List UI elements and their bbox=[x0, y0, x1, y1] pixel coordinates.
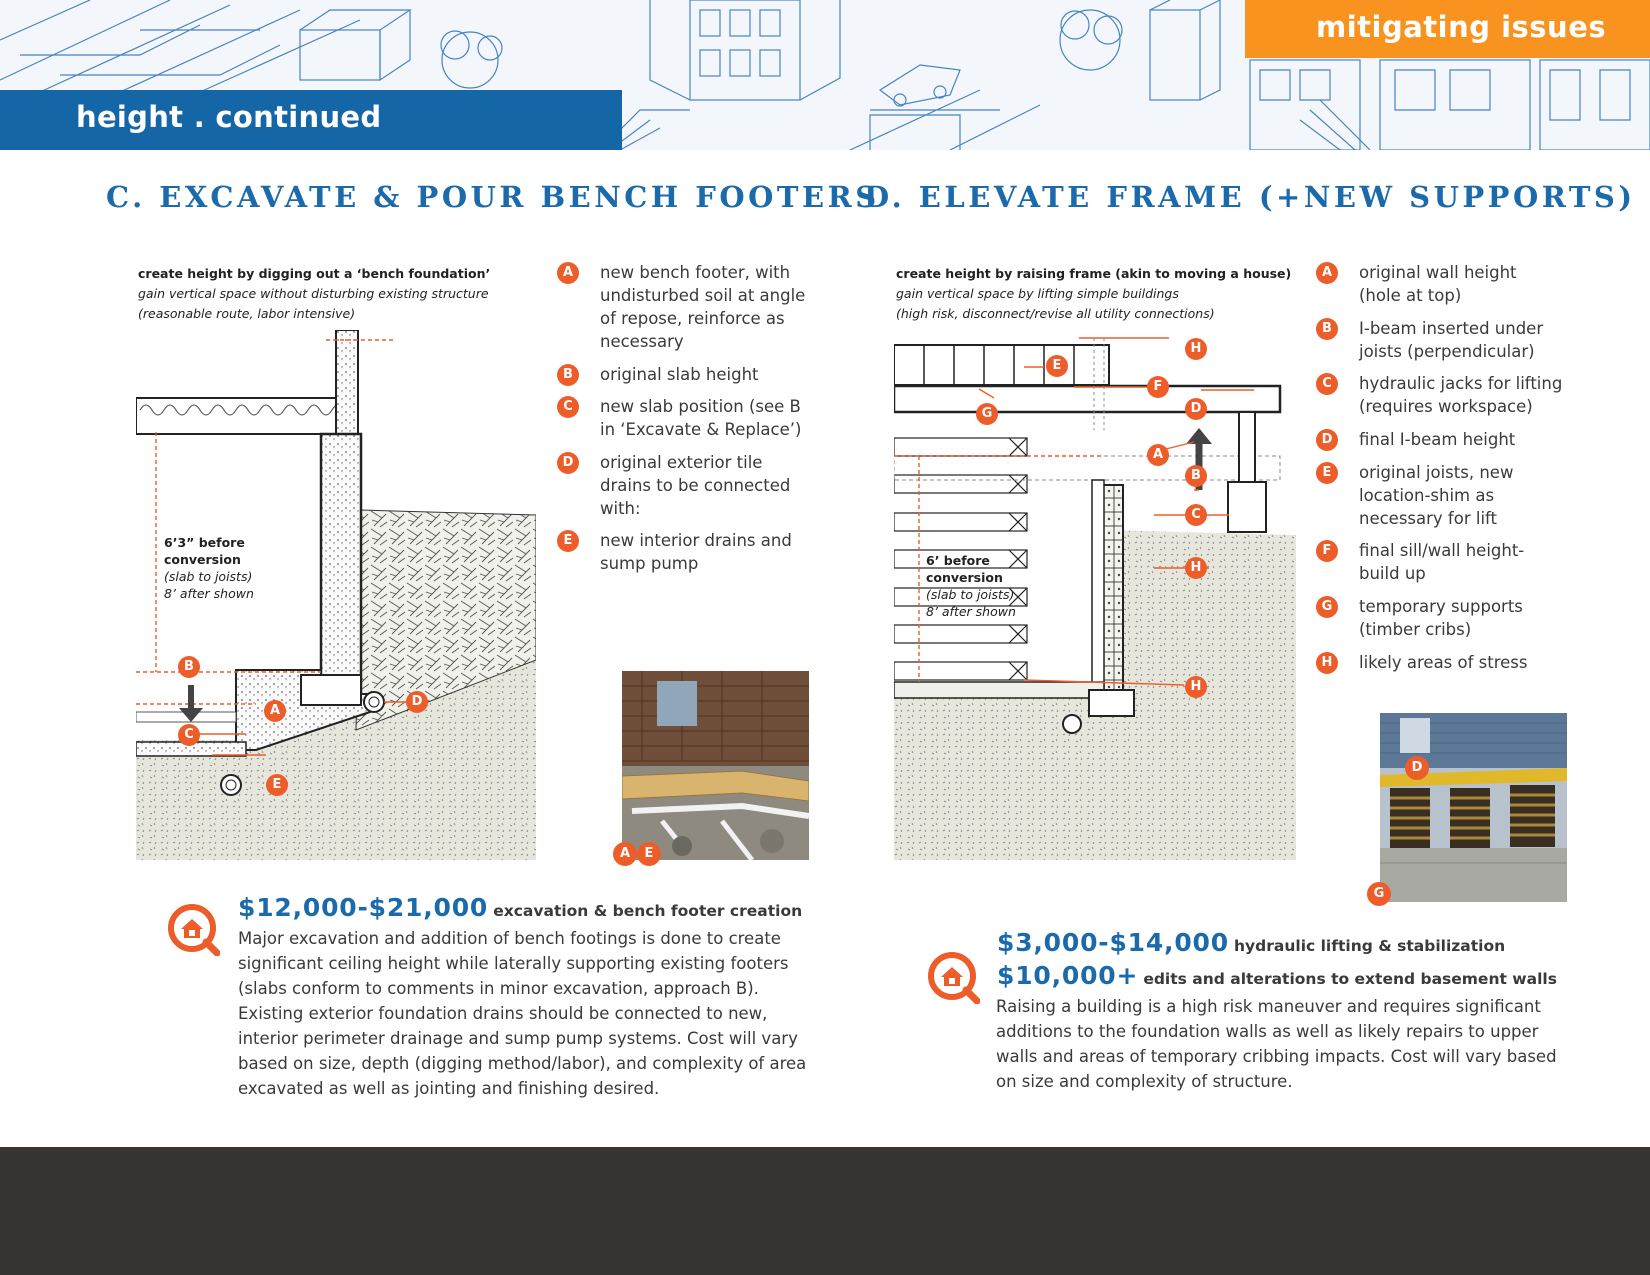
section-c-caption-line3: (reasonable route, labor intensive) bbox=[138, 306, 356, 321]
marker-c: C bbox=[178, 724, 200, 746]
legend-text: final I-beam height bbox=[1359, 430, 1516, 449]
section-d-price-line1 bbox=[997, 928, 1505, 957]
section-c-caption-line2: gain vertical space without disturbing existing structure bbox=[138, 286, 489, 301]
legend-text: new slab position (see B in ‘Excavate & Replace’) bbox=[600, 397, 802, 439]
legend-badge: D bbox=[1316, 429, 1338, 451]
section-d-description: Raising a building is a high risk maneuver and requires significant additions to the foundation walls as well as likely repairs to upper walls and areas of temporary cribbing impacts. Cost will vary based on size and complexity of structure. bbox=[996, 997, 1557, 1091]
house-magnifier-icon bbox=[166, 902, 220, 956]
section-d-caption-line3: (high risk, disconnect/revise all utility connections) bbox=[896, 306, 1215, 321]
marker-d: D bbox=[1185, 398, 1207, 420]
section-d-title: D. ELEVATE FRAME (+NEW SUPPORTS) bbox=[864, 180, 1636, 214]
section-d-price1: $3,000-$14,000 bbox=[997, 928, 1229, 957]
section-c-price: $12,000-$21,000 bbox=[238, 893, 489, 922]
legend-badge: C bbox=[1316, 373, 1338, 395]
section-c-title: C. EXCAVATE & POUR BENCH FOOTERS bbox=[106, 180, 880, 214]
section-c-dimension-note bbox=[164, 534, 274, 602]
section-band bbox=[0, 90, 622, 150]
dim-line3: (slab to joists) bbox=[164, 569, 253, 584]
house-magnifier-icon bbox=[926, 950, 980, 1004]
section-d-caption bbox=[896, 264, 1296, 324]
photo-marker-g: G bbox=[1367, 882, 1391, 906]
section-d-price-line2 bbox=[997, 961, 1557, 990]
legend-text: original exterior tile drains to be connected with: bbox=[600, 453, 791, 518]
chapter-tab-label: mitigating issues bbox=[1316, 10, 1607, 44]
legend-badge: A bbox=[557, 262, 579, 284]
legend-badge: G bbox=[1316, 596, 1338, 618]
legend-badge: C bbox=[557, 396, 579, 418]
legend-badge: E bbox=[1316, 462, 1338, 484]
marker-h-top: H bbox=[1185, 338, 1207, 360]
photo-marker-e: E bbox=[637, 842, 661, 866]
marker-h-mid: H bbox=[1185, 557, 1207, 579]
elevate-frame-diagram bbox=[894, 330, 1296, 860]
marker-g: G bbox=[976, 403, 998, 425]
section-d-dimension-note bbox=[926, 552, 1036, 620]
marker-b: B bbox=[1185, 465, 1207, 487]
photo-marker-a: A bbox=[613, 842, 637, 866]
bench-footer-photo bbox=[622, 671, 809, 860]
legend-text: original wall height (hole at top) bbox=[1359, 263, 1517, 305]
legend-badge: E bbox=[557, 530, 579, 552]
dim-line1: 6’3” before bbox=[164, 535, 245, 550]
marker-e: E bbox=[266, 774, 288, 796]
marker-a: A bbox=[264, 700, 286, 722]
legend-text: original slab height bbox=[600, 365, 759, 384]
legend-badge: B bbox=[1316, 318, 1338, 340]
page-footer-band bbox=[0, 1147, 1650, 1275]
legend-text: I-beam inserted under joists (perpendicular) bbox=[1359, 319, 1544, 361]
marker-h-low: H bbox=[1185, 676, 1207, 698]
dim-line2: conversion bbox=[926, 570, 1003, 585]
section-c-price-label: excavation & bench footer creation bbox=[493, 902, 803, 920]
legend-badge: D bbox=[557, 452, 579, 474]
house-on-cribbing-photo bbox=[1380, 713, 1567, 902]
dim-line1: 6’ before bbox=[926, 553, 990, 568]
bench-footer-diagram bbox=[136, 330, 536, 860]
marker-f: F bbox=[1147, 376, 1169, 398]
section-c-price-line bbox=[238, 893, 802, 922]
section-d-price1-label: hydraulic lifting & stabilization bbox=[1234, 937, 1506, 955]
legend-badge: A bbox=[1316, 262, 1338, 284]
dim-line4: 8’ after shown bbox=[164, 586, 254, 601]
photo-marker-d: D bbox=[1405, 756, 1429, 780]
legend-text: temporary supports (timber cribs) bbox=[1359, 597, 1523, 639]
legend-badge: B bbox=[557, 364, 579, 386]
section-d-caption-line2: gain vertical space by lifting simple buildings bbox=[896, 286, 1179, 301]
section-d-price2: $10,000+ bbox=[997, 961, 1139, 990]
section-d-legend bbox=[1316, 261, 1576, 681]
marker-b: B bbox=[178, 656, 200, 678]
legend-badge: H bbox=[1316, 652, 1338, 674]
section-d-caption-bold: create height by raising frame (akin to moving a house) bbox=[896, 266, 1292, 281]
marker-a: A bbox=[1147, 444, 1169, 466]
marker-e: E bbox=[1046, 355, 1068, 377]
section-c-description: Major excavation and addition of bench footings is done to create significant ceiling height while laterally supporting existing footers (slabs conform to comments in minor excavation, approach B). Existing exterior foundation drains should be connected to new, interior perimeter drainage and sump pump systems. Cost will vary based on size, depth (digging method/labor), and complexity of area excavated as well as jointing and finishing desired. bbox=[238, 929, 807, 1098]
section-c-caption-bold: create height by digging out a ‘bench foundation’ bbox=[138, 266, 491, 281]
section-band-label: height . continued bbox=[76, 100, 382, 134]
dim-line2: conversion bbox=[164, 552, 241, 567]
dim-line3: (slab to joists) bbox=[926, 587, 1015, 602]
section-c-legend bbox=[557, 261, 817, 581]
legend-text: new interior drains and sump pump bbox=[600, 531, 792, 573]
legend-badge: F bbox=[1316, 540, 1338, 562]
section-c-caption bbox=[138, 264, 538, 324]
section-d-price2-label: edits and alterations to extend basement walls bbox=[1143, 970, 1557, 988]
chapter-tab bbox=[1245, 0, 1650, 58]
dim-line4: 8’ after shown bbox=[926, 604, 1016, 619]
legend-text: final sill/wall height-build up bbox=[1359, 541, 1525, 583]
legend-text: new bench footer, with undisturbed soil at angle of repose, reinforce as necessary bbox=[600, 263, 806, 351]
marker-c: C bbox=[1185, 504, 1207, 526]
legend-text: likely areas of stress bbox=[1359, 653, 1528, 672]
excavated-basement-photo bbox=[622, 671, 809, 860]
marker-d: D bbox=[406, 691, 428, 713]
legend-text: hydraulic jacks for lifting (requires workspace) bbox=[1359, 374, 1563, 416]
lifted-house-photo bbox=[1380, 713, 1567, 902]
legend-text: original joists, new location-shim as necessary for lift bbox=[1359, 463, 1514, 528]
